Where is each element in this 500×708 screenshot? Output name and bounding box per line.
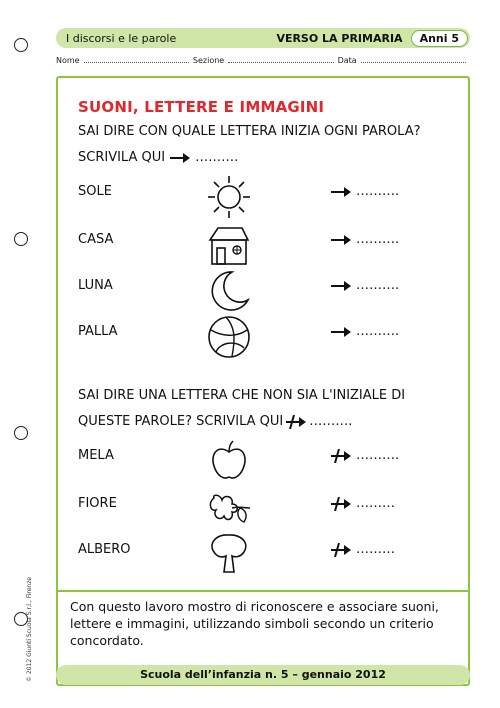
blank: ………. (356, 278, 400, 293)
answer-luna[interactable] (330, 278, 399, 293)
blank: ………. (356, 232, 400, 247)
tree-icon (206, 530, 252, 576)
blank: ……… (356, 542, 395, 557)
learning-objective: Con questo lavoro mostro di riconoscere e associare suoni, lettere e immagini, utilizzando simboli secondo un criterio concordato. (70, 599, 439, 648)
answer-albero[interactable] (330, 542, 395, 557)
answer-palla[interactable] (330, 324, 399, 339)
word-fiore: FIORE (78, 496, 117, 511)
question1-line1: SAI DIRE CON QUALE LETTERA INIZIA OGNI PAROLA? (78, 124, 421, 139)
question2-line2 (78, 414, 352, 429)
header-bar (56, 28, 470, 48)
blank: ………. (356, 448, 400, 463)
question2-line2-text: QUESTE PAROLE? SCRIVILA QUI (78, 414, 284, 429)
name-label: Nome (56, 56, 80, 65)
moon-icon (206, 268, 252, 314)
binder-hole (14, 38, 28, 52)
section-field[interactable] (228, 56, 333, 63)
word-mela: MELA (78, 448, 114, 463)
answer-sole[interactable] (330, 184, 399, 199)
sun-icon (206, 174, 252, 220)
question2-blank[interactable]: ………. (309, 414, 353, 429)
footer-bar: Scuola dell’infanzia n. 5 – gennaio 2012 (56, 665, 470, 685)
arrow-right-icon (330, 233, 352, 247)
arrow-right-icon (169, 151, 191, 165)
flower-icon (206, 486, 252, 532)
date-field[interactable] (361, 56, 466, 63)
arrow-right-icon (330, 279, 352, 293)
apple-icon (206, 438, 252, 484)
binder-hole (14, 426, 28, 440)
age-badge: Anni 5 (411, 30, 468, 47)
question2-line1: SAI DIRE UNA LETTERA CHE NON SIA L'INIZIALE DI (78, 388, 406, 403)
word-sole: SOLE (78, 184, 112, 199)
word-palla: PALLA (78, 324, 118, 339)
header-section: I discorsi e le parole (66, 31, 177, 45)
house-icon (206, 222, 252, 268)
worksheet-box (56, 76, 470, 686)
blank: ………. (356, 184, 400, 199)
crossed-arrow-icon (330, 449, 352, 463)
question1-line2-text: SCRIVILA QUI (78, 150, 166, 165)
answer-casa[interactable] (330, 232, 399, 247)
word-casa: CASA (78, 232, 114, 247)
worksheet-title: SUONI, LETTERE E IMMAGINI (78, 98, 325, 116)
arrow-right-icon (330, 185, 352, 199)
word-albero: ALBERO (78, 542, 131, 557)
answer-fiore[interactable] (330, 496, 395, 511)
blank: ………. (356, 324, 400, 339)
question1-line2 (78, 150, 238, 165)
crossed-arrow-icon (330, 543, 352, 557)
header-series: VERSO LA PRIMARIA (276, 31, 403, 45)
blank: ……… (356, 496, 395, 511)
crossed-arrow-icon (285, 415, 307, 429)
binder-hole (14, 232, 28, 246)
answer-mela[interactable] (330, 448, 399, 463)
arrow-right-icon (330, 325, 352, 339)
word-luna: LUNA (78, 278, 113, 293)
date-label: Data (337, 56, 357, 65)
crossed-arrow-icon (330, 497, 352, 511)
copyright-note: © 2012 Giunti Scuola S.r.l., Firenze (26, 576, 33, 682)
ball-icon (206, 314, 252, 360)
divider (58, 590, 468, 592)
student-fields (56, 56, 470, 65)
name-field[interactable] (84, 56, 189, 63)
section-label: Sezione (192, 56, 225, 65)
question1-blank[interactable]: ………. (195, 150, 239, 165)
